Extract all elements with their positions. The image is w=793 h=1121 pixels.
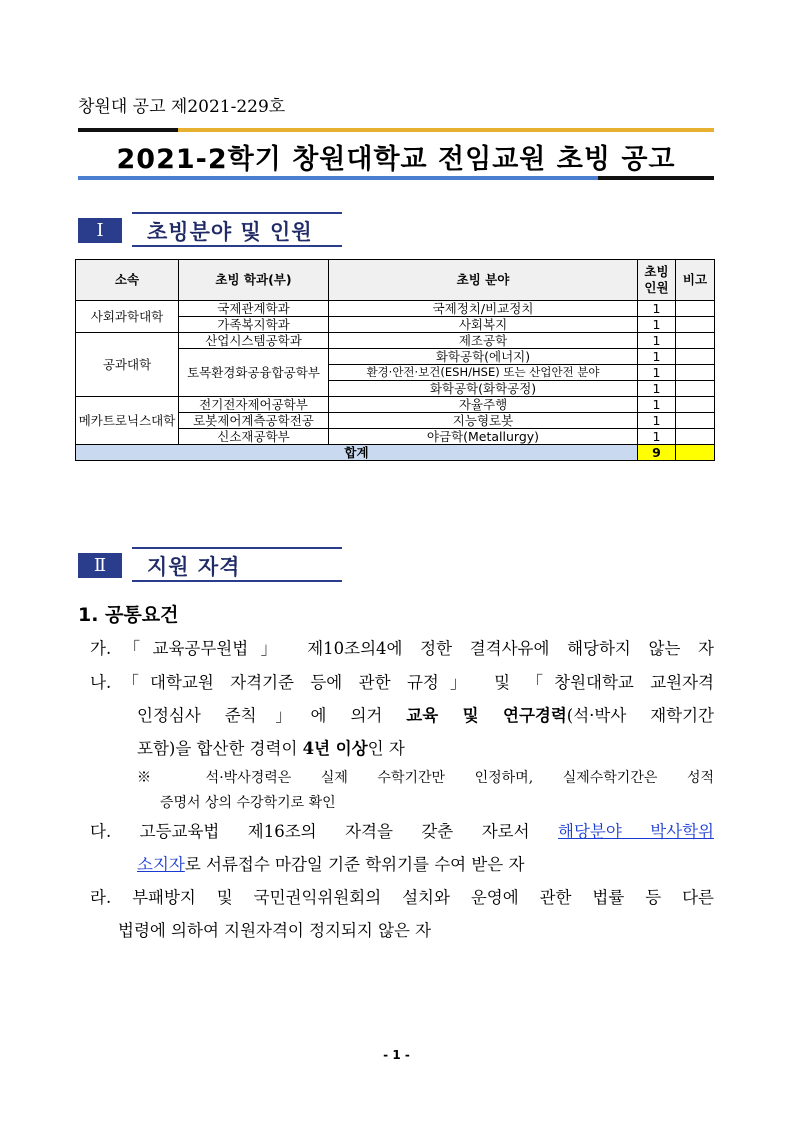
field-cell: 지능형로봇 — [329, 413, 638, 429]
department-cell: 전기전자제어공학부 — [179, 397, 329, 413]
da-link-holder[interactable]: 소지자 — [137, 855, 185, 874]
note-line2: 증명서 상의 수강학기로 확인 — [160, 795, 336, 811]
page-title: 2021-2학기 창원대학교 전임교원 초빙 공고 — [116, 144, 676, 175]
na-bold-years: 4년 이상 — [302, 739, 368, 758]
table-header-row — [76, 260, 715, 301]
note-line1: ※ 석·박사경력은 실제 수학기간만 인정하며, 실제수학기간은 성적 — [137, 770, 714, 786]
remarks-cell — [676, 317, 715, 333]
remarks-cell — [676, 333, 715, 349]
table-row — [76, 333, 715, 349]
department-cell: 로봇제어계측공학전공 — [179, 413, 329, 429]
field-cell: 화학공학(화학공정) — [329, 381, 638, 397]
remarks-cell — [676, 397, 715, 413]
remarks-cell — [676, 429, 715, 445]
department-cell: 산업시스템공학과 — [179, 333, 329, 349]
page-number: - 1 - — [383, 1048, 410, 1062]
total-value: 9 — [638, 445, 676, 461]
requirement-da-line2 — [137, 851, 524, 875]
section-2-number: Ⅱ — [78, 553, 122, 578]
department-cell: 가족복지학과 — [179, 317, 329, 333]
remarks-cell — [676, 349, 715, 365]
count-cell: 1 — [638, 397, 676, 413]
table-row — [76, 397, 715, 413]
requirement-da-line1 — [90, 818, 714, 842]
da-text-end: 로 서류접수 마감일 기준 학위기를 수여 받은 자 — [184, 855, 525, 874]
title-bar-bottom-blue — [78, 176, 598, 180]
requirement-na-line1: 나.「대학교원 자격기준 등에 관한 규정」 및 「창원대학교 교원자격 — [90, 673, 714, 692]
count-cell: 1 — [638, 317, 676, 333]
remarks-cell — [676, 365, 715, 381]
requirement-na-line2 — [137, 702, 714, 726]
department-cell: 신소재공학부 — [179, 429, 329, 445]
header-affiliation: 소속 — [76, 260, 179, 301]
title-bar-bottom-dark — [598, 176, 714, 180]
field-cell: 환경·안전·보건(ESH/HSE) 또는 산업안전 분야 — [329, 365, 638, 381]
field-cell: 사회복지 — [329, 317, 638, 333]
section-2-underline-top — [132, 547, 342, 549]
requirements-heading: 1. 공통요건 — [78, 604, 179, 626]
header-remarks: 비고 — [676, 260, 715, 301]
table-row — [76, 301, 715, 317]
college-cell: 사회과학대학 — [76, 301, 179, 333]
title-bar-top-gold — [178, 128, 714, 132]
section-2-underline-bottom — [132, 580, 342, 582]
recruitment-table — [75, 259, 715, 461]
da-text: 다. 고등교육법 제16조의 자격을 갖춘 자로서 — [90, 822, 558, 841]
header-count: 초빙 인원 — [638, 260, 676, 301]
section-1-title: 초빙분야 및 인원 — [147, 220, 313, 244]
field-cell: 야금학(Metallurgy) — [329, 429, 638, 445]
field-cell: 국제정치/비교정치 — [329, 301, 638, 317]
na-text: 포함)을 합산한 경력이 — [137, 739, 303, 758]
field-cell: 화학공학(에너지) — [329, 349, 638, 365]
notice-number: 창원대 공고 제2021-229호 — [78, 97, 286, 117]
requirement-na-line3 — [137, 735, 405, 759]
header-department: 초빙 학과(부) — [179, 260, 329, 301]
field-cell: 자율주행 — [329, 397, 638, 413]
na-text: 인정심사 준칙」에 의거 — [137, 706, 407, 725]
college-cell: 메카트로닉스대학 — [76, 397, 179, 445]
field-cell: 제조공학 — [329, 333, 638, 349]
section-1-underline-top — [132, 212, 342, 214]
total-label: 합계 — [76, 445, 638, 461]
section-1-number: Ⅰ — [78, 218, 122, 243]
count-cell: 1 — [638, 349, 676, 365]
section-2-title: 지원 자격 — [147, 555, 241, 579]
requirement-ra-line2: 법령에 의하여 지원자격이 정지되지 않은 자 — [118, 921, 432, 940]
count-cell: 1 — [638, 365, 676, 381]
department-cell: 토목환경화공융합공학부 — [179, 349, 329, 397]
na-bold-experience: 교육 및 연구경력 — [406, 706, 567, 725]
na-text-paren: (석·박사 재학기간 — [566, 706, 714, 725]
department-cell: 국제관계학과 — [179, 301, 329, 317]
count-cell: 1 — [638, 429, 676, 445]
section-1-underline-bottom — [132, 245, 342, 247]
remarks-cell — [676, 413, 715, 429]
table-total-row — [76, 445, 715, 461]
count-cell: 1 — [638, 333, 676, 349]
total-remarks — [676, 445, 715, 461]
count-cell: 1 — [638, 413, 676, 429]
requirement-ga: 가.「교육공무원법」 제10조의4에 정한 결격사유에 해당하지 않는 자 — [90, 639, 714, 658]
requirement-ra-line1: 라. 부패방지 및 국민권익위원회의 설치와 운영에 관한 법률 등 다른 — [90, 888, 714, 907]
college-cell: 공과대학 — [76, 333, 179, 397]
remarks-cell — [676, 381, 715, 397]
title-bar-top-dark — [78, 128, 178, 132]
remarks-cell — [676, 301, 715, 317]
count-cell: 1 — [638, 301, 676, 317]
count-cell: 1 — [638, 381, 676, 397]
da-link-doctorate[interactable]: 해당분야 박사학위 — [558, 822, 714, 841]
na-text-end: 인 자 — [367, 739, 405, 758]
header-field: 초빙 분야 — [329, 260, 638, 301]
